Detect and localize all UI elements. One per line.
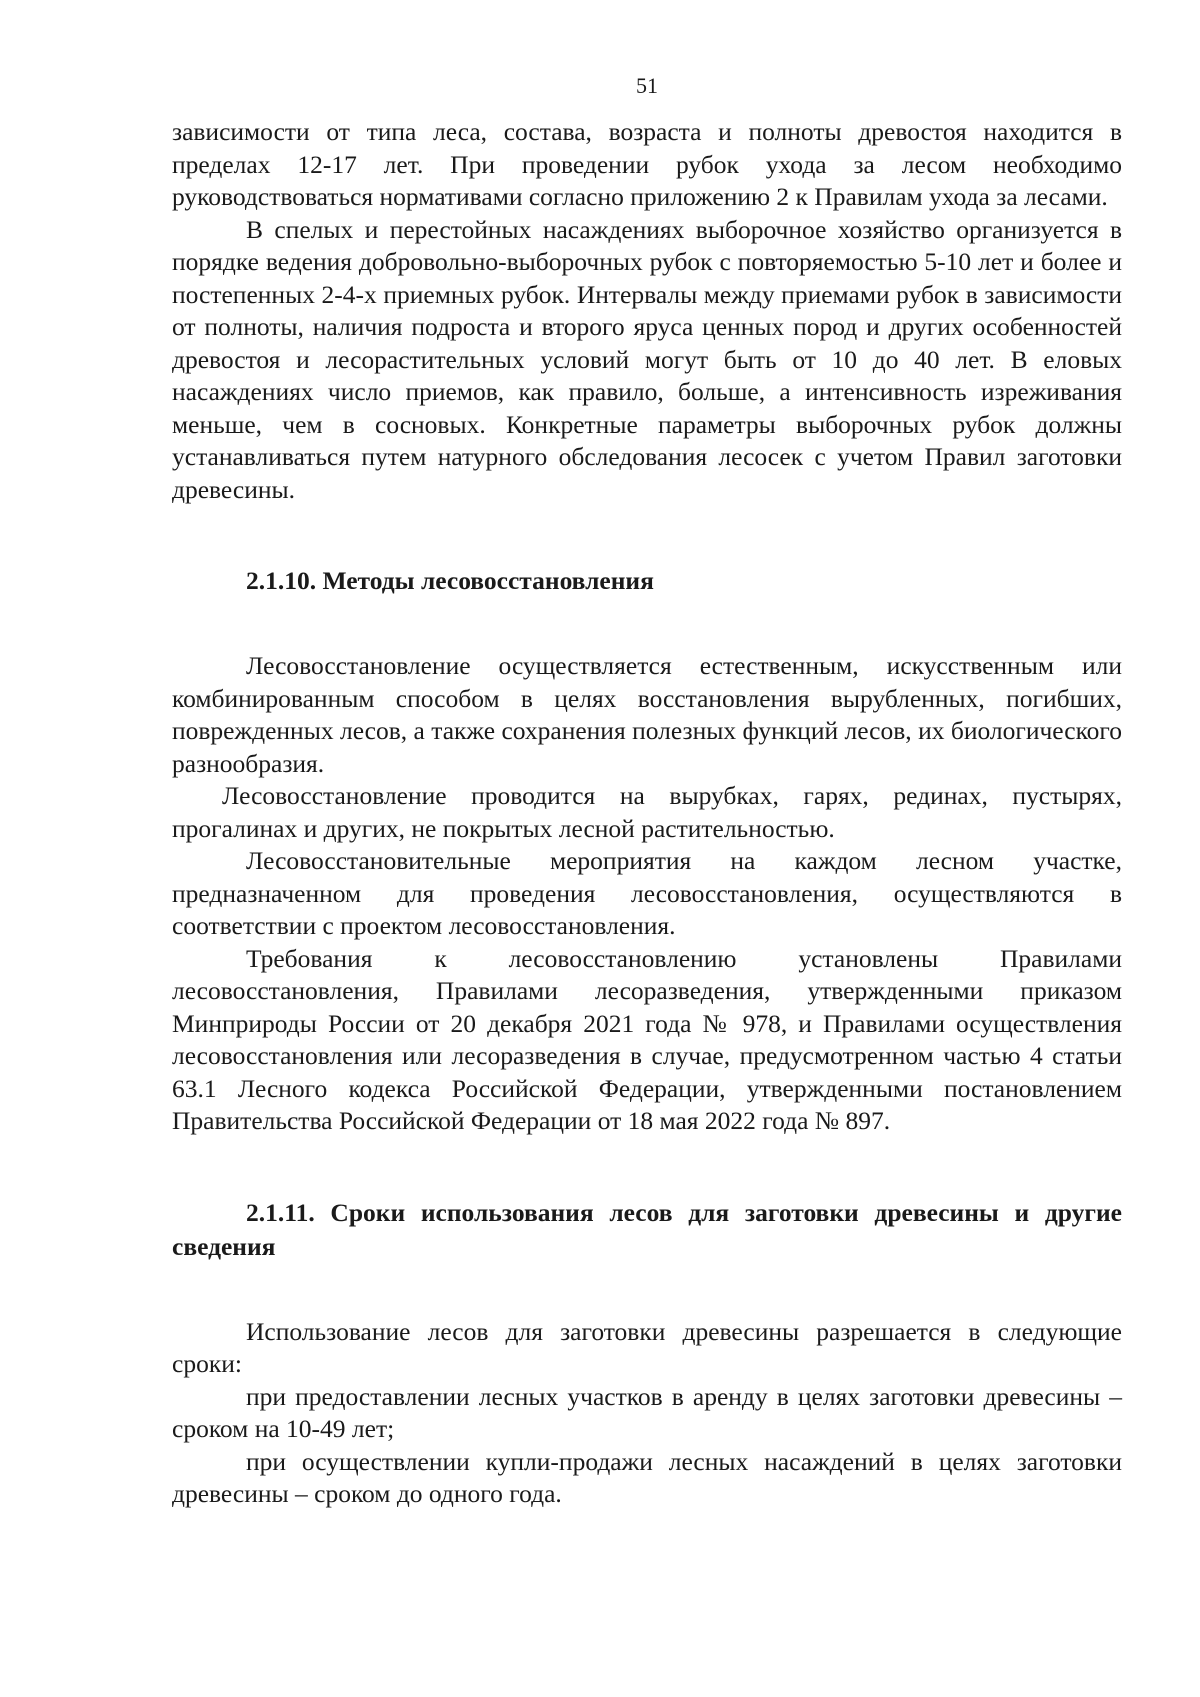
- paragraph-continuation: зависимости от типа леса, состава, возраста и полноты древостоя находится в пределах 12-17 лет. При проведении рубок ухода за лесом необходимо руководствоваться нормативами согласно приложению 2 к Правилам ухода за лесами.: [172, 117, 1122, 211]
- paragraph-selective-felling: В спелых и перестойных насаждениях выборочное хозяйство организуется в порядке ведения добровольно-выборочных рубок с повторяемостью 5-10 лет и более и постепенных 2-4-х приемных рубок. Интервалы между приемами рубок в зависимости от полноты, наличия подроста и второго яруса ценных пород и других особенностей древостоя и лесорастительных условий могут быть от 10 до 40 лет. В еловых насаждениях число приемов, как правило, больше, а интенсивность изреживания меньше, чем в сосновых. Конкретные параметры выборочных рубок должны устанавливаться путем натурного обследования лесосек с учетом Правил заготовки древесины.: [172, 214, 1122, 504]
- section-heading-2-1-11: 2.1.11. Сроки использования лесов для заготовки древесины и другие сведения: [172, 1197, 1122, 1261]
- paragraph-sale-term: при осуществлении купли-продажи лесных насаждений в целях заготовки древесины – сроком до одного года.: [172, 1446, 1122, 1508]
- paragraph-reforestation-requirements: Требования к лесовосстановлению установлены Правилами лесовосстановления, Правилами лесоразведения, утвержденными приказом Минприроды России от 20 декабря 2021 года № 978, и Правилами осуществления лесовосстановления или лесоразведения в случае, предусмотренном частью 4 статьи 63.1 Лесного кодекса Российской Федерации, утвержденными постановлением Правительства Российской Федерации от 18 мая 2022 года № 897.: [172, 943, 1122, 1135]
- paragraph-reforestation-measures: Лесовосстановительные мероприятия на каждом лесном участке, предназначенном для проведения лесовосстановления, осуществляются в соответствии с проектом лесовосстановления.: [172, 846, 1122, 940]
- section-heading-2-1-10: 2.1.10. Методы лесовосстановления: [246, 566, 654, 595]
- paragraph-reforestation-methods: Лесовосстановление осуществляется естественным, искусственным или комбинированным способом в целях восстановления вырубленных, погибших, поврежденных лесов, а также сохранения полезных функций лесов, их биологического разнообразия.: [172, 651, 1122, 778]
- paragraph-lease-term: при предоставлении лесных участков в аренду в целях заготовки древесины – сроком на 10-49 лет;: [172, 1381, 1122, 1443]
- paragraph-harvest-terms: Использование лесов для заготовки древесины разрешается в следующие сроки:: [172, 1316, 1122, 1378]
- document-body: [172, 116, 1122, 1511]
- paragraph-reforestation-areas: Лесовосстановление проводится на вырубках, гарях, рединах, пустырях, прогалинах и других, не покрытых лесной растительностью.: [172, 781, 1122, 843]
- page-number: 51: [636, 73, 658, 98]
